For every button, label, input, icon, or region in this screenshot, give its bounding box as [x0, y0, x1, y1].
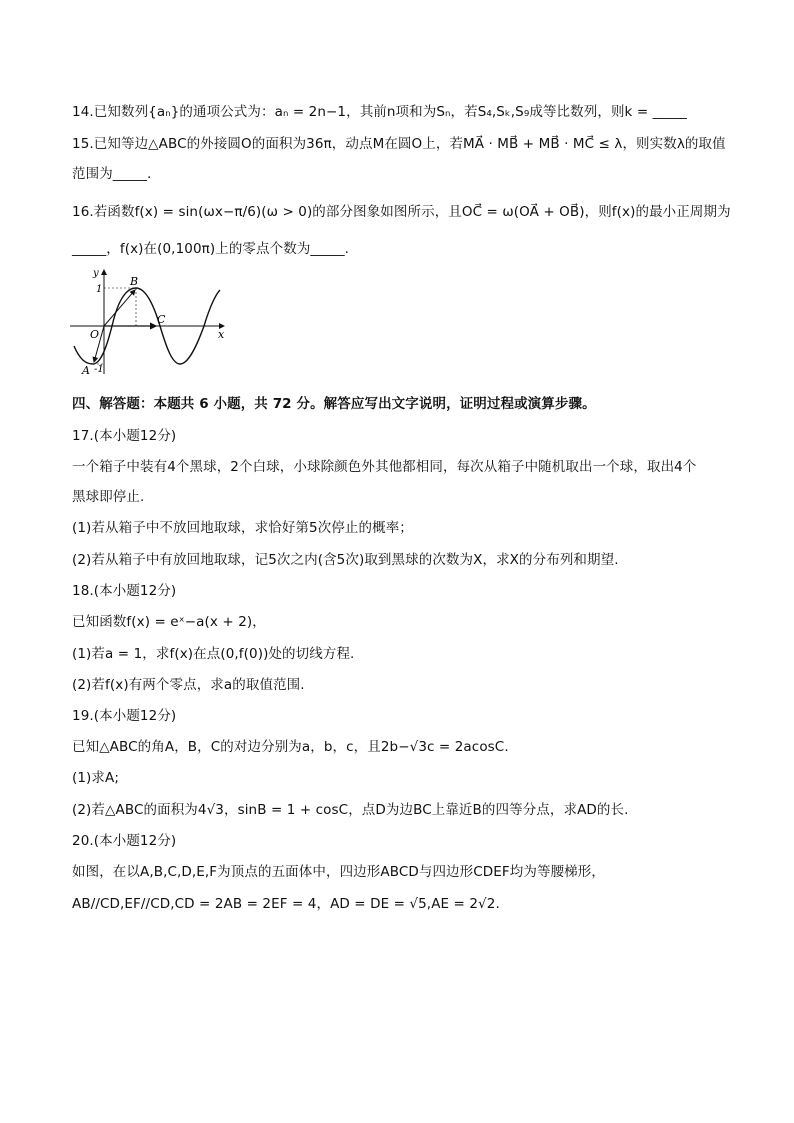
- q20-text: 如图，在以A,B,C,D,E,F为顶点的五面体中，四边形ABCD与四边形CDEF均为等腰梯形，: [72, 864, 605, 880]
- q20-text-cont: AB//CD,EF//CD,CD = 2AB = 2EF = 4，AD = DE = √5,AE = 2√2.: [72, 896, 500, 912]
- q19-header: 19.(本小题12分): [72, 708, 177, 724]
- q18-text: 已知函数f(x) = eˣ−a(x + 2)，: [72, 614, 266, 630]
- q18-part1: (1)若a = 1，求f(x)在点(0,f(0))处的切线方程.: [72, 646, 355, 662]
- label-point-c: C: [157, 313, 166, 326]
- q17-text-cont: 黑球即停止.: [72, 489, 145, 505]
- label-point-b: B: [130, 275, 139, 288]
- q19-text: 已知△ABC的角A，B，C的对边分别为a，b，c，且2b−√3c = 2acosC.: [72, 739, 509, 755]
- q15-text: 15.已知等边△ABC的外接圆O的面积为36π，动点M在圆O上，若MA⃗ · MB⃗ + MB⃗ · MC⃗ ≤ λ，则实数λ的取值: [72, 136, 726, 152]
- q17-text: 一个箱子中装有4个黑球，2个白球，小球除颜色外其他都相同，每次从箱子中随机取出一个球，取出4个: [72, 459, 697, 475]
- q16-text-cont: _____，f(x)在(0,100π)上的零点个数为_____.: [72, 241, 350, 257]
- label-x-axis: x: [218, 328, 225, 341]
- label-origin: O: [90, 328, 100, 341]
- q19-part2: (2)若△ABC的面积为4√3，sinB = 1 + cosC，点D为边BC上靠近B的四等分点，求AD的长.: [72, 802, 629, 818]
- sine-graph-figure: [66, 264, 232, 378]
- q17-part2: (2)若从箱子中有放回地取球，记5次之内(含5次)取到黑球的次数为X，求X的分布列和期望.: [72, 552, 619, 568]
- q16-text: 16.若函数f(x) = sin(ωx−π/6)(ω > 0)的部分图象如图所示，且OC⃗ = ω(OA⃗ + OB⃗)，则f(x)的最小正周期为: [72, 204, 731, 220]
- q18-header: 18.(本小题12分): [72, 583, 177, 599]
- vector-ob: [104, 290, 135, 326]
- label-point-a: A: [82, 364, 90, 377]
- q17-header: 17.(本小题12分): [72, 428, 177, 444]
- label-tick-neg1: -1: [94, 364, 104, 375]
- q18-part2: (2)若f(x)有两个零点，求a的取值范围.: [72, 677, 305, 693]
- label-tick-1: 1: [96, 284, 103, 295]
- q15-text-cont: 范围为_____.: [72, 166, 152, 182]
- q20-header: 20.(本小题12分): [72, 833, 177, 849]
- q17-part1: (1)若从箱子中不放回地取球，求恰好第5次停止的概率；: [72, 520, 413, 536]
- label-y-axis: y: [93, 268, 99, 279]
- section-heading: 四、解答题：本题共 6 小题，共 72 分。解答应写出文字说明，证明过程或演算步骤。: [72, 396, 596, 412]
- q19-part1: (1)求A;: [72, 770, 120, 786]
- q14-text: 14.已知数列{aₙ}的通项公式为：aₙ = 2n−1，其前n项和为Sₙ，若S₄,Sₖ,S₉成等比数列，则k = _____: [72, 104, 687, 120]
